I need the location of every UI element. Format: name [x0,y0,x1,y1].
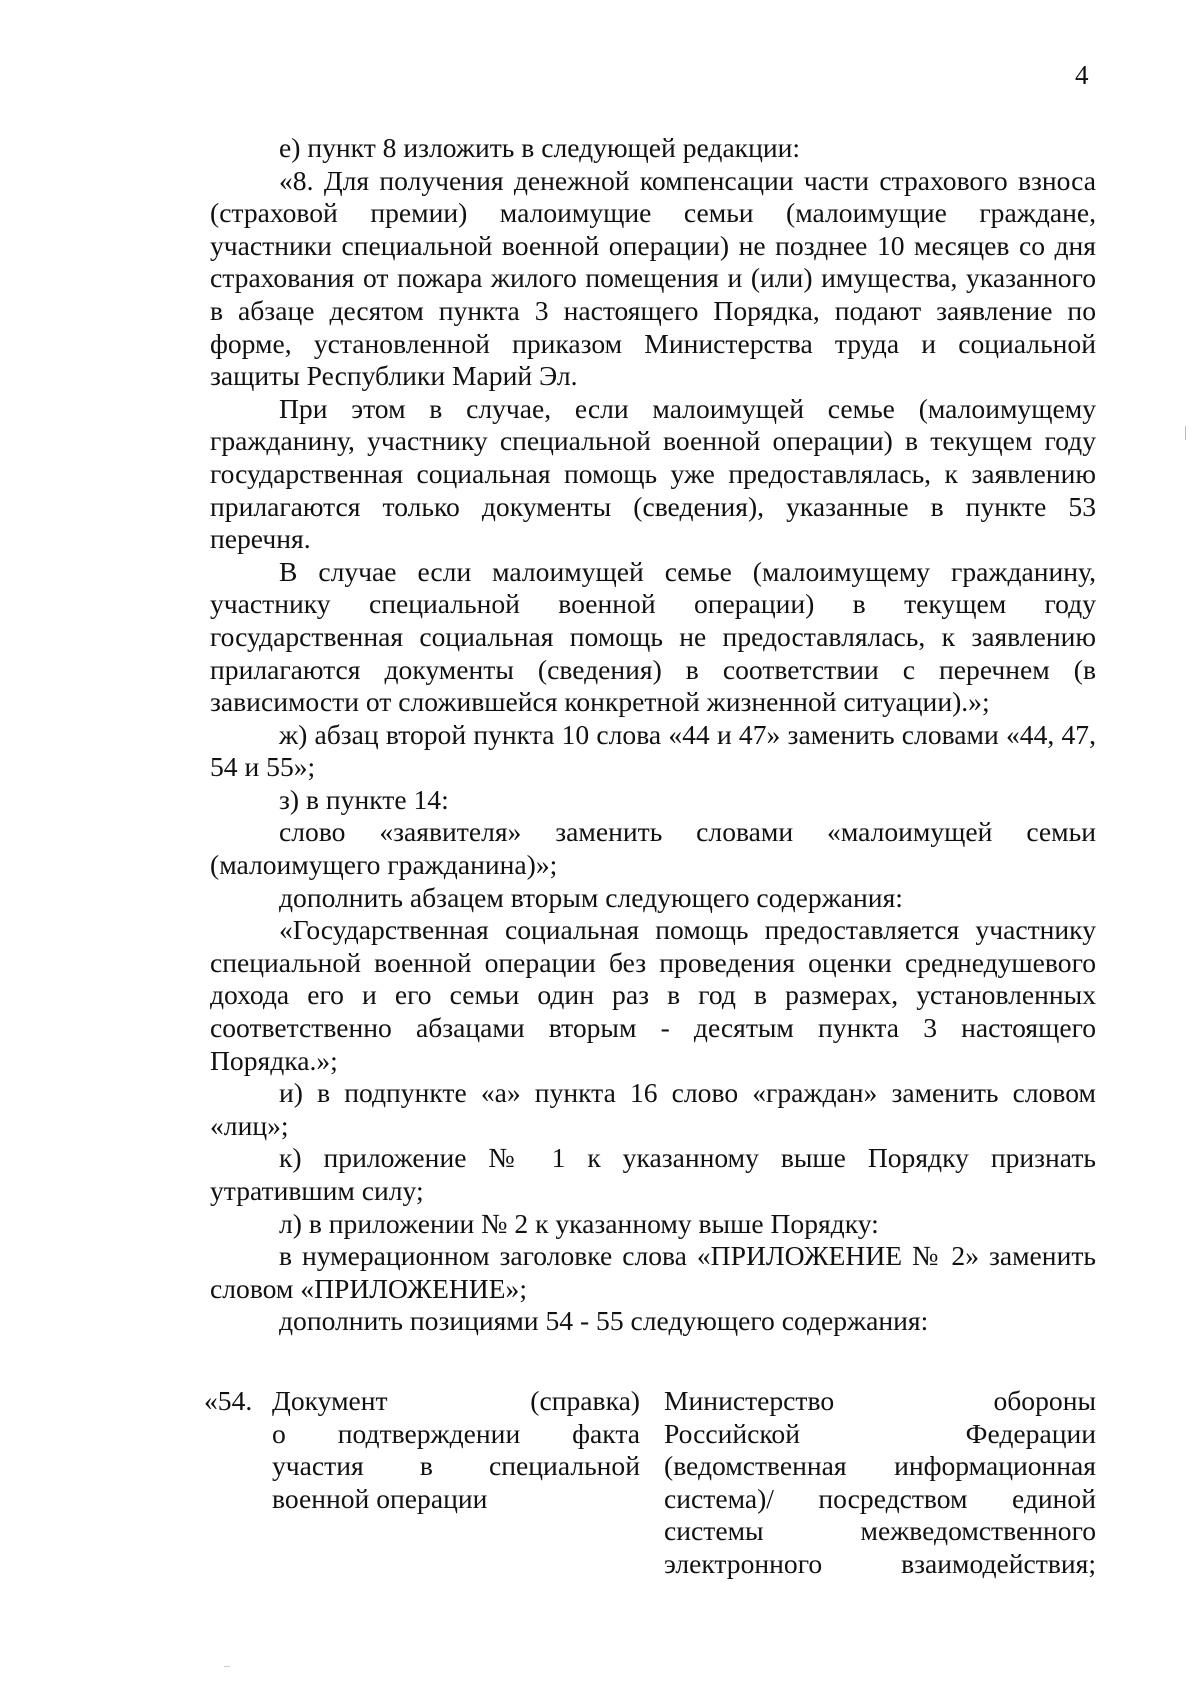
paragraph-word-replace: слово «заявителя» заменить словами «малоимущей семьи (малоимущего гражданина)»; [210,816,1096,881]
paragraph-e: е) пункт 8 изложить в следующей редакции: [279,132,801,163]
position-document-line: военной операции [272,1482,488,1514]
position-source-line: система)/ посредством единой [664,1482,1096,1514]
position-row-54 [204,1385,1096,1581]
position-document-line: о подтверждении факта [272,1417,640,1449]
paragraph-already: При этом в случае, если малоимущей семье (малоимущему гражданину, участнику специальной военной операции) в текущем году государственная социальная помощь уже предоставлялась, к заявлению прилагаются только документы (сведения), указанные в пункте 53 перечня. [210,392,1096,555]
position-source-line: электронного взаимодействия; [664,1547,1096,1579]
position-document-line: Документ (справка) [272,1385,640,1416]
paragraph-point-8: «8. Для получения денежной компенсации части страхового взноса (страховой премии) малоимущие семьи (малоимущие граждане, участники специальной военной операции) не позднее 10 месяцев со дня страхования от пожара жилого помещения и (или) имущества, указанного в абзаце десятом пункта 3 настоящего Порядка, подают заявление по форме, установленной приказом Министерства труда и социальной защиты Республики Марий Эл. [210,164,1096,392]
position-source-line: (ведомственная информационная [664,1450,1096,1482]
paragraph-add-second: дополнить абзацем вторым следующего содержания: [279,881,903,913]
document-body [210,132,1096,1338]
paragraph-not-provided: В случае если малоимущей семье (малоимущему гражданину, участнику специальной военной операции) в текущем году государственная социальная помощь не предоставлялась, к заявлению прилагаются документы (сведения) в соответствии с перечнем (в зависимости от сложившейся конкретной жизненной ситуации).»; [210,555,1096,718]
paragraph-heading: в нумерационном заголовке слова «ПРИЛОЖЕНИЕ № 2» заменить словом «ПРИЛОЖЕНИЕ»; [210,1240,1096,1304]
position-source [664,1385,1096,1581]
position-source-line: Российской Федерации [664,1417,1096,1449]
position-source-line: Министерство обороны [664,1385,1096,1416]
page-number: 4 [1075,60,1089,90]
position-document-line: участия в специальной [272,1450,640,1482]
scan-artifact [224,1666,230,1667]
paragraph-quote-gsp: «Государственная социальная помощь предоставляется участнику специальной военной операции без проведения оценки среднедушевого дохода его и его семьи один раз в год в размерах, установленных соответственно абзацами вторым - десятым пункта 3 настоящего Порядка.»; [210,914,1096,1076]
positions-table [204,1385,1096,1581]
paragraph-add-positions: дополнить позициями 54 - 55 следующего содержания: [279,1305,929,1337]
position-source-line: системы межведомственного [664,1515,1096,1547]
paragraph-k: к) приложение № 1 к указанному выше Порядку признать утратившим силу; [210,1142,1096,1206]
paragraph-l: л) в приложении № 2 к указанному выше Порядку: [279,1207,879,1239]
margin-mark [1185,426,1186,440]
position-document [272,1385,640,1581]
paragraph-zh: ж) абзац второй пункта 10 слова «44 и 47» заменить словами «44, 47, 54 и 55»; [210,718,1096,783]
position-number: «54. [204,1385,253,1416]
paragraph-i: и) в подпункте «а» пункта 16 слово «граждан» заменить словом «лиц»; [210,1077,1096,1141]
paragraph-z: з) в пункте 14: [279,783,449,815]
